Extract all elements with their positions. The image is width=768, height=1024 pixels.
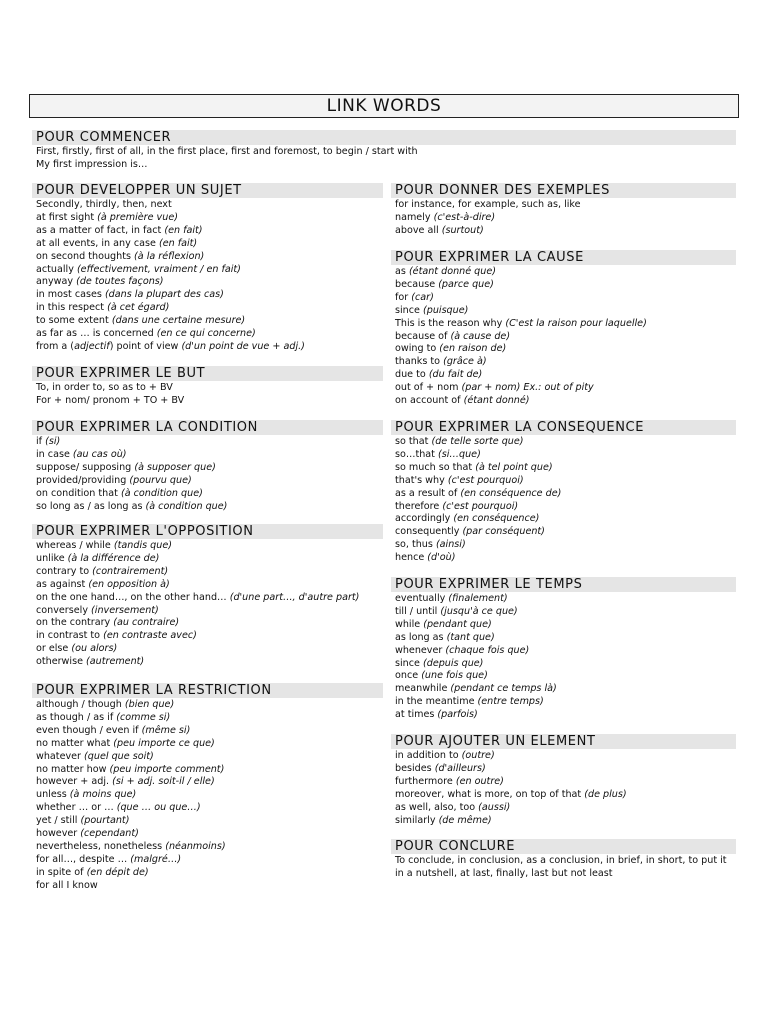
english-expression: To conclude, in conclusion, as a conclusion, in brief, in short, to put it in a nutshell, at last, finally, last but not least <box>395 855 727 879</box>
link-word-entry <box>391 462 736 475</box>
english-expression: This is the reason why <box>395 317 506 329</box>
french-translation: (parce que) <box>438 278 494 290</box>
link-word-entry <box>32 302 383 315</box>
section-pour-conclure <box>391 839 736 881</box>
english-expression: in spite of <box>36 866 87 878</box>
french-translation: (entre temps) <box>477 696 544 708</box>
french-translation: (de toutes façons) <box>76 276 164 288</box>
link-word-entry <box>32 225 383 238</box>
english-expression: so, thus <box>395 539 436 551</box>
french-translation: (en conséquence) <box>453 513 540 525</box>
link-word-entry <box>32 436 383 449</box>
french-translation: (en opposition à) <box>88 578 170 590</box>
link-word-entry <box>32 828 383 841</box>
english-expression: therefore <box>395 500 443 512</box>
section-heading: POUR EXPRIMER L'OPPOSITION <box>32 524 383 539</box>
link-word-entry <box>391 789 736 802</box>
french-translation: (étant donné) <box>463 395 530 407</box>
english-expression: since <box>395 657 423 669</box>
link-word-entry <box>391 658 736 671</box>
french-translation: (finalement) <box>448 593 508 604</box>
english-expression: unless <box>36 789 70 801</box>
english-expression: accordingly <box>395 513 454 525</box>
link-word-entry <box>32 725 383 738</box>
english-expression: as though / as if <box>36 711 117 723</box>
french-translation: (pendant ce temps là) <box>450 683 557 695</box>
french-translation: (ou alors) <box>71 643 118 655</box>
english-expression: hence <box>395 552 428 564</box>
english-expression: however + adj. <box>36 776 113 788</box>
link-word-entry <box>391 593 736 606</box>
french-translation: (par + nom) Ex.: out of pity <box>461 382 594 394</box>
french-translation: (une fois que) <box>421 670 488 682</box>
english-expression: as far as … is concerned <box>36 328 157 340</box>
french-translation: (peu importe ce que) <box>113 737 215 749</box>
english-expression: eventually <box>395 593 449 604</box>
french-translation: (pendant que) <box>423 618 492 630</box>
french-translation: (à condition que) <box>120 487 203 499</box>
english-expression: because <box>395 278 439 290</box>
english-expression: owing to <box>395 343 440 355</box>
french-translation: (en outre) <box>455 775 504 787</box>
french-translation: (d'un point de vue + adj.) <box>181 340 305 352</box>
link-word-entry <box>32 395 383 408</box>
english-expression: for all I know <box>36 879 98 891</box>
french-translation: (à première vue) <box>97 211 178 223</box>
link-word-entry <box>32 789 383 802</box>
english-expression: similarly <box>395 814 439 826</box>
french-translation: (à la différence de) <box>67 552 160 564</box>
link-word-entry <box>391 488 736 501</box>
link-word-entry <box>391 670 736 683</box>
english-expression: for <box>395 291 412 303</box>
english-expression: in the meantime <box>395 696 478 708</box>
link-word-entry <box>391 763 736 776</box>
english-expression: otherwise <box>36 656 87 668</box>
english-expression: because of <box>395 330 451 342</box>
section-heading: POUR EXPRIMER LE BUT <box>32 366 383 381</box>
link-word-entry <box>32 699 383 712</box>
french-translation: (même si) <box>141 724 191 736</box>
english-expression: whereas / while <box>36 540 114 551</box>
link-word-entry <box>32 712 383 725</box>
french-translation: (c'est-à-dire) <box>433 211 496 223</box>
link-word-entry <box>391 696 736 709</box>
link-word-entry <box>391 475 736 488</box>
english-expression: as long as <box>395 631 447 643</box>
english-expression: however <box>36 828 81 840</box>
french-translation: (à tel point que) <box>475 461 553 473</box>
link-word-entry <box>32 841 383 854</box>
french-translation: (inversement) <box>91 604 159 616</box>
english-expression: Secondly, thirdly, then, next <box>36 199 172 210</box>
french-translation: (d'ailleurs) <box>434 762 486 774</box>
french-translation: (d'une part…, d'autre part) <box>229 591 360 603</box>
link-word-entry <box>391 683 736 696</box>
french-translation: (effectivement, vraiment / en fait) <box>76 263 241 275</box>
french-translation: (c'est pourquoi) <box>442 500 519 512</box>
french-translation: (outre) <box>461 750 495 761</box>
link-word-entry <box>391 513 736 526</box>
french-translation: (à cet égard) <box>107 302 170 314</box>
section-heading: POUR DEVELOPPER UN SUJET <box>32 183 383 198</box>
section-donner-des-exemples <box>391 183 736 238</box>
english-expression: on condition that <box>36 487 121 499</box>
french-translation: (surtout) <box>441 224 484 236</box>
french-translation: (parfois) <box>437 709 478 721</box>
section-heading: POUR EXPRIMER LE TEMPS <box>391 577 736 592</box>
english-expression: whenever <box>395 644 446 656</box>
link-word-entry <box>32 656 383 669</box>
french-translation: (pourvu que) <box>129 474 192 486</box>
english-expression: consequently <box>395 526 463 538</box>
french-translation: (à cause de) <box>450 330 511 342</box>
english-expression: at times <box>395 709 438 721</box>
english-expression: To, in order to, so as to + BV <box>36 382 173 393</box>
link-word-entry <box>32 617 383 630</box>
english-expression: from a ( <box>36 340 75 352</box>
english-expression: whatever <box>36 750 85 762</box>
link-word-entry <box>32 341 383 354</box>
link-word-entry <box>32 449 383 462</box>
link-word-entry <box>32 738 383 751</box>
link-word-entry <box>32 264 383 277</box>
english-expression: besides <box>395 762 435 774</box>
link-word-entry <box>32 867 383 880</box>
english-expression: furthermore <box>395 775 456 787</box>
french-translation: (à supposer que) <box>134 461 216 473</box>
french-translation: (c'est pourquoi) <box>447 474 524 486</box>
english-expression: moreover, what is more, on top of that <box>395 788 585 800</box>
link-word-entry <box>391 266 736 279</box>
section-developper-un-sujet <box>32 183 383 354</box>
french-translation: (bien que) <box>124 699 175 710</box>
link-word-entry <box>32 643 383 656</box>
french-translation: (ainsi) <box>435 539 466 551</box>
english-expression: contrary to <box>36 565 93 577</box>
link-word-entry <box>32 605 383 618</box>
section-heading: POUR EXPRIMER LA CAUSE <box>391 250 736 265</box>
french-translation: (de telle sorte que) <box>431 436 524 447</box>
english-expression: no matter what <box>36 737 114 749</box>
link-word-entry <box>391 199 736 212</box>
link-word-entry <box>391 318 736 331</box>
french-translation: (à moins que) <box>69 789 137 801</box>
section-exprimer-la-condition <box>32 420 383 513</box>
english-expression: above all <box>395 224 442 236</box>
english-expression: due to <box>395 369 429 381</box>
french-translation: (malgré…) <box>130 853 182 865</box>
english-expression: ) point of view <box>109 340 182 352</box>
french-translation: (en fait) <box>158 237 198 249</box>
link-word-entry <box>391 343 736 356</box>
french-translation: (dans la plupart des cas) <box>104 289 224 301</box>
english-expression: out of + nom <box>395 382 462 394</box>
english-expression: meanwhile <box>395 683 451 695</box>
french-translation: (de plus) <box>584 788 627 800</box>
link-word-entry <box>32 238 383 251</box>
link-word-entry <box>391 709 736 722</box>
section-heading: POUR COMMENCER <box>32 130 736 145</box>
english-expression: unlike <box>36 552 68 564</box>
link-word-entry <box>391 305 736 318</box>
link-word-entry <box>391 645 736 658</box>
link-word-entry <box>32 630 383 643</box>
english-expression: although / though <box>36 699 125 710</box>
link-word-entry <box>32 592 383 605</box>
link-word-entry <box>32 579 383 592</box>
french-translation: (C'est la raison pour laquelle) <box>505 317 647 329</box>
french-translation: (à condition que) <box>145 500 228 512</box>
french-translation: (dans une certaine mesure) <box>111 315 246 327</box>
english-expression: at first sight <box>36 211 98 223</box>
french-translation: (de même) <box>438 814 492 826</box>
english-expression: so much so that <box>395 461 476 473</box>
english-expression: as well, also, too <box>395 801 479 813</box>
french-translation: (par conséquent) <box>462 526 545 538</box>
french-translation: (néanmoins) <box>165 840 226 852</box>
link-word-entry <box>391 225 736 238</box>
link-word-entry <box>32 212 383 225</box>
english-expression: in most cases <box>36 289 105 301</box>
english-expression: yet / still <box>36 815 81 827</box>
link-word-entry <box>32 146 736 159</box>
english-expression: while <box>395 618 424 630</box>
link-word-entry <box>391 449 736 462</box>
english-expression: anyway <box>36 276 77 288</box>
french-translation: (tant que) <box>446 631 495 643</box>
link-word-entry <box>32 854 383 867</box>
french-translation: (en ce qui concerne) <box>156 328 256 340</box>
english-expression: at all events, in any case <box>36 237 159 249</box>
section-heading: POUR DONNER DES EXEMPLES <box>391 183 736 198</box>
page-title: LINK WORDS <box>29 94 739 118</box>
english-expression: in contrast to <box>36 630 104 642</box>
french-translation: (en fait) <box>164 224 203 236</box>
link-word-entry <box>391 855 736 881</box>
english-expression: My first impression is… <box>36 158 148 170</box>
section-heading: POUR AJOUTER UN ELEMENT <box>391 734 736 749</box>
english-expression: on account of <box>395 395 464 407</box>
link-word-entry <box>391 802 736 815</box>
english-expression: whether … or … <box>36 802 117 814</box>
link-word-entry <box>391 606 736 619</box>
french-translation: (aussi) <box>478 801 511 813</box>
link-word-entry <box>32 159 736 172</box>
english-expression: in case <box>36 448 73 460</box>
french-translation: (depuis que) <box>422 657 484 669</box>
english-expression: since <box>395 304 423 316</box>
english-expression: for instance, for example, such as, like <box>395 199 581 210</box>
english-expression: as a matter of fact, in fact <box>36 224 165 236</box>
english-expression: even though / even if <box>36 724 142 736</box>
link-word-entry <box>391 776 736 789</box>
french-translation: (comme si) <box>116 711 171 723</box>
english-expression: till / until <box>395 605 441 617</box>
link-word-entry <box>32 880 383 893</box>
french-translation: (puisque) <box>422 304 469 316</box>
link-word-entry <box>32 553 383 566</box>
link-word-entry <box>32 199 383 212</box>
french-translation: (chaque fois que) <box>445 644 530 656</box>
french-translation: (peu importe comment) <box>109 763 225 775</box>
french-translation: (que … ou que…) <box>116 802 201 814</box>
link-word-entry <box>391 436 736 449</box>
english-expression: actually <box>36 263 77 275</box>
link-word-entry <box>32 315 383 328</box>
section-heading: POUR EXPRIMER LA CONDITION <box>32 420 383 435</box>
link-word-entry <box>391 279 736 292</box>
english-expression: as <box>395 266 409 277</box>
link-word-entry <box>391 331 736 344</box>
french-translation: (au cas où) <box>72 448 127 460</box>
french-translation: (si) <box>45 436 61 447</box>
english-expression: or else <box>36 643 72 655</box>
link-word-entry <box>32 382 383 395</box>
link-word-entry <box>32 802 383 815</box>
english-expression: on second thoughts <box>36 250 135 262</box>
french-translation: (tandis que) <box>113 540 172 551</box>
english-expression: namely <box>395 211 434 223</box>
link-word-entry <box>32 815 383 828</box>
english-expression: for all…, despite … <box>36 853 131 865</box>
english-expression: on the contrary <box>36 617 114 629</box>
link-word-entry <box>391 395 736 408</box>
french-translation: (si…que) <box>438 448 481 460</box>
english-expression: that's why <box>395 474 448 486</box>
link-word-entry <box>391 382 736 395</box>
french-translation: (cependant) <box>80 828 139 840</box>
french-translation: (quel que soit) <box>84 750 154 762</box>
french-translation: (autrement) <box>86 656 145 668</box>
section-exprimer-la-restriction <box>32 683 383 893</box>
english-expression: once <box>395 670 422 682</box>
link-word-entry <box>391 212 736 225</box>
english-expression: so…that <box>395 448 438 460</box>
english-expression: suppose/ supposing <box>36 461 135 473</box>
link-word-entry <box>32 776 383 789</box>
english-expression: conversely <box>36 604 92 616</box>
english-expression: First, firstly, first of all, in the first place, first and foremost, to begin / start with <box>36 146 418 157</box>
french-translation: adjectif <box>74 340 110 352</box>
french-translation: (en contraste avec) <box>103 630 197 642</box>
section-pour-commencer <box>32 130 736 172</box>
link-word-entry <box>32 251 383 264</box>
section-exprimer-l-opposition <box>32 524 383 669</box>
section-ajouter-un-element <box>391 734 736 827</box>
english-expression: For + nom/ pronom + TO + BV <box>36 394 185 406</box>
link-word-entry <box>32 751 383 764</box>
english-expression: to some extent <box>36 315 112 327</box>
link-word-entry <box>32 289 383 302</box>
french-translation: (en conséquence de) <box>460 487 562 499</box>
english-expression: so long as / as long as <box>36 500 146 512</box>
section-exprimer-la-consequence <box>391 420 736 565</box>
french-translation: (si + adj. soit-il / elle) <box>112 776 215 788</box>
link-word-entry <box>391 815 736 828</box>
link-word-entry <box>391 619 736 632</box>
section-heading: POUR EXPRIMER LA RESTRICTION <box>32 683 383 698</box>
link-word-entry <box>32 462 383 475</box>
link-word-entry <box>391 750 736 763</box>
english-expression: as against <box>36 578 89 590</box>
link-word-entry <box>391 369 736 382</box>
english-expression: as a result of <box>395 487 461 499</box>
link-word-entry <box>391 539 736 552</box>
link-word-entry <box>32 501 383 514</box>
french-translation: (grâce à) <box>443 356 487 368</box>
link-word-entry <box>32 566 383 579</box>
french-translation: (du fait de) <box>428 369 483 381</box>
french-translation: (pourtant) <box>80 815 130 827</box>
english-expression: thanks to <box>395 356 444 368</box>
link-word-entry <box>391 501 736 514</box>
english-expression: in this respect <box>36 302 108 314</box>
section-exprimer-la-cause <box>391 250 736 408</box>
link-word-entry <box>32 764 383 777</box>
link-word-entry <box>391 356 736 369</box>
link-word-entry <box>391 552 736 565</box>
section-heading: POUR EXPRIMER LA CONSEQUENCE <box>391 420 736 435</box>
link-word-entry <box>391 292 736 305</box>
english-expression: so that <box>395 436 432 447</box>
french-translation: (jusqu'à ce que) <box>440 605 518 617</box>
english-expression: provided/providing <box>36 474 130 486</box>
link-word-entry <box>32 276 383 289</box>
english-expression: no matter how <box>36 763 110 775</box>
english-expression: if <box>36 436 46 447</box>
link-word-entry <box>32 488 383 501</box>
section-heading: POUR CONCLURE <box>391 839 736 854</box>
french-translation: (en dépit de) <box>86 866 149 878</box>
french-translation: (en raison de) <box>439 343 507 355</box>
french-translation: (à la réflexion) <box>134 250 205 262</box>
french-translation: (d'où) <box>427 552 456 564</box>
french-translation: (contrairement) <box>92 565 169 577</box>
french-translation: (car) <box>411 291 434 303</box>
link-word-entry <box>391 632 736 645</box>
link-word-entry <box>32 475 383 488</box>
section-exprimer-le-but <box>32 366 383 408</box>
french-translation: (au contraire) <box>113 617 180 629</box>
section-exprimer-le-temps <box>391 577 736 722</box>
link-word-entry <box>391 526 736 539</box>
link-word-entry <box>32 540 383 553</box>
english-expression: nevertheless, nonetheless <box>36 840 166 852</box>
link-word-entry <box>32 328 383 341</box>
english-expression: on the one hand…, on the other hand… <box>36 591 230 603</box>
english-expression: in addition to <box>395 750 462 761</box>
french-translation: (étant donné que) <box>408 266 497 277</box>
